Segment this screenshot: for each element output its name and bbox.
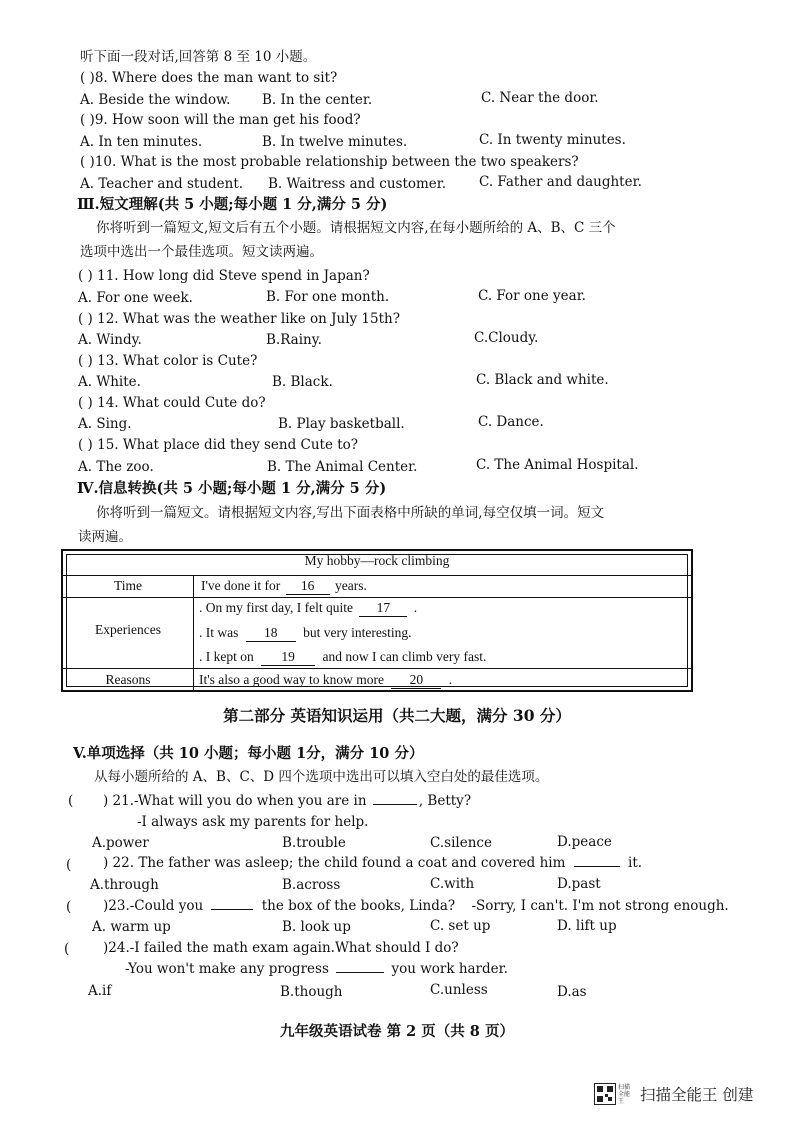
hobby-table — [61, 549, 693, 692]
reason-text-pre: It's also a good way to know more — [199, 672, 385, 687]
q12-option-b: B.Rainy. — [266, 332, 322, 348]
row-label-time: Time — [113, 578, 142, 593]
q24-option-d: D.as — [557, 984, 587, 1000]
q8-option-a: A. Beside the window. — [80, 92, 231, 108]
blank-18: 18 — [246, 625, 296, 642]
q9-option-c: C. In twenty minutes. — [479, 132, 626, 148]
q23-stem-reply: -Sorry, I can't. I'm not strong enough. — [471, 898, 729, 914]
section-3-instruction-1: 你将听到一篇短文,短文后有五个小题。请根据短文内容,在每小题所给的 A、B、C 三个 — [96, 220, 616, 236]
q8-option-c: C. Near the door. — [481, 90, 599, 106]
q10-stem: ( )10. What is the most probable relationship between the two speakers? — [80, 154, 579, 170]
q22-stem-post: it. — [628, 855, 643, 871]
q22-option-b: B.across — [282, 877, 341, 893]
q24-stem-post: you work harder. — [391, 961, 508, 977]
q10-option-c: C. Father and daughter. — [479, 174, 642, 190]
part-2-title: 第二部分 英语知识运用（共二大题，满分 30 分） — [223, 706, 571, 725]
q22-paren: ( — [66, 857, 72, 873]
q21-stem-line2: -I always ask my parents for help. — [137, 814, 369, 830]
q24-option-c: C.unless — [430, 982, 488, 998]
experience-2 — [199, 625, 411, 642]
q14-option-a: A. Sing. — [78, 416, 132, 432]
q11-option-a: A. For one week. — [78, 290, 193, 306]
q24-blank — [336, 972, 384, 973]
exp2-text-pre: . It was — [199, 625, 239, 640]
section-5-title: V.单项选择（共 10 小题；每小题 1分，满分 10 分） — [73, 745, 424, 762]
q22-option-a: A.through — [90, 877, 159, 893]
q23-stem-pre: )23.-Could you — [103, 898, 204, 914]
row-label-experiences: Experiences — [95, 622, 161, 637]
q15-option-c: C. The Animal Hospital. — [476, 457, 639, 473]
q15-option-b: B. The Animal Center. — [267, 459, 418, 475]
blank-20: 20 — [391, 672, 441, 689]
reason-cell — [199, 672, 452, 689]
section-4-instruction-1: 你将听到一篇短文。请根据短文内容,写出下面表格中所缺的单词,每空仅填一词。短文 — [96, 505, 605, 521]
q21-option-d: D.peace — [557, 834, 612, 850]
q9-stem: ( )9. How soon will the man get his food? — [80, 112, 361, 128]
q8-option-b: B. In the center. — [262, 92, 373, 108]
q21-option-a: A.power — [92, 835, 149, 851]
section-4-title: Ⅳ.信息转换(共 5 小题;每小题 1 分,满分 5 分) — [77, 480, 387, 497]
exp2-text-post: but very interesting. — [303, 625, 412, 640]
q23-option-b: B. look up — [282, 919, 351, 935]
exp1-text-pre: . On my first day, I felt quite — [199, 600, 353, 615]
q8-stem: ( )8. Where does the man want to sit? — [80, 70, 338, 86]
q12-option-a: A. Windy. — [78, 332, 142, 348]
q21-stem-post: , Betty? — [418, 793, 472, 809]
q23-stem-post: the box of the books, Linda? — [261, 898, 456, 914]
q23-option-c: C. set up — [430, 918, 491, 934]
experience-3 — [199, 649, 486, 666]
q15-option-a: A. The zoo. — [78, 459, 154, 475]
q11-option-b: B. For one month. — [266, 289, 390, 305]
blank-17: 17 — [359, 600, 407, 617]
q13-option-c: C. Black and white. — [476, 372, 609, 388]
q11-option-c: C. For one year. — [478, 288, 586, 304]
time-text-post: years. — [335, 578, 367, 593]
page-footer: 九年级英语试卷 第 2 页（共 8 页） — [280, 1023, 514, 1040]
q22-blank — [574, 866, 620, 867]
q12-stem: ( ) 12. What was the weather like on July 15th? — [78, 311, 400, 327]
q24-paren: ( — [64, 941, 70, 957]
watermark-logo-label: 扫描全能王 — [618, 1083, 631, 1105]
q23-paren: ( — [66, 899, 72, 915]
q24-stem: )24.-I failed the math exam again.What should I do? — [103, 940, 459, 956]
q23-blank — [211, 909, 253, 910]
q24-stem-pre: -You won't make any progress — [125, 961, 329, 977]
q23-option-d: D. lift up — [557, 918, 617, 934]
blank-19: 19 — [261, 649, 315, 666]
q15-stem: ( ) 15. What place did they send Cute to? — [78, 437, 359, 453]
q10-option-a: A. Teacher and student. — [80, 176, 244, 192]
exp3-text-post: and now I can climb very fast. — [322, 649, 487, 664]
listen-intro-8-10: 听下面一段对话,回答第 8 至 10 小题。 — [80, 49, 317, 65]
q22-option-c: C.with — [430, 876, 475, 892]
q13-stem: ( ) 13. What color is Cute? — [78, 353, 258, 369]
exp1-text-post: . — [413, 600, 418, 615]
time-text-pre: I've done it for — [201, 578, 281, 593]
experience-1 — [199, 600, 417, 617]
q9-option-a: A. In ten minutes. — [80, 134, 203, 150]
blank-16: 16 — [286, 578, 330, 595]
q23-stem — [103, 897, 729, 915]
q14-stem: ( ) 14. What could Cute do? — [78, 395, 266, 411]
row-label-reasons: Reasons — [105, 672, 151, 687]
section-3-instruction-2: 选项中选出一个最佳选项。短文读两遍。 — [80, 244, 323, 260]
section-3-title: Ⅲ.短文理解(共 5 小题;每小题 1 分,满分 5 分) — [77, 196, 388, 213]
q21-paren: ( — [68, 793, 74, 809]
q22-stem — [103, 854, 642, 872]
reason-text-post: . — [448, 672, 453, 687]
time-cell — [201, 578, 367, 595]
q24-stem-line2 — [125, 960, 508, 978]
q21-option-b: B.trouble — [282, 835, 346, 851]
q23-option-a: A. warm up — [92, 919, 171, 935]
q13-option-a: A. White. — [78, 374, 141, 390]
section-5-instruction: 从每小题所给的 A、B、C、D 四个选项中选出可以填入空白处的最佳选项。 — [94, 769, 549, 785]
exp3-text-pre: . I kept on — [199, 649, 254, 664]
q9-option-b: B. In twelve minutes. — [262, 134, 408, 150]
watermark-text: 扫描全能王 创建 — [640, 1086, 754, 1104]
q22-stem-pre: ) 22. The father was asleep; the child found a coat and covered him — [103, 855, 566, 871]
q24-option-a: A.if — [88, 983, 112, 999]
section-4-instruction-2: 读两遍。 — [78, 529, 132, 545]
table-header: My hobby—rock climbing — [304, 553, 450, 568]
q21-blank — [373, 804, 417, 805]
q12-option-c: C.Cloudy. — [474, 330, 539, 346]
q10-option-b: B. Waitress and customer. — [268, 176, 447, 192]
q21-option-c: C.silence — [430, 835, 492, 851]
q11-stem: ( ) 11. How long did Steve spend in Japan? — [78, 268, 370, 284]
q14-option-c: C. Dance. — [478, 414, 544, 430]
q14-option-b: B. Play basketball. — [278, 416, 405, 432]
q21-stem-pre: ) 21.-What will you do when you are in — [103, 793, 367, 809]
q21-stem — [103, 792, 471, 810]
qr-code-icon — [594, 1083, 616, 1105]
camscanner-watermark — [594, 1082, 753, 1106]
q22-option-d: D.past — [557, 876, 601, 892]
q24-option-b: B.though — [280, 984, 343, 1000]
q13-option-b: B. Black. — [272, 374, 333, 390]
